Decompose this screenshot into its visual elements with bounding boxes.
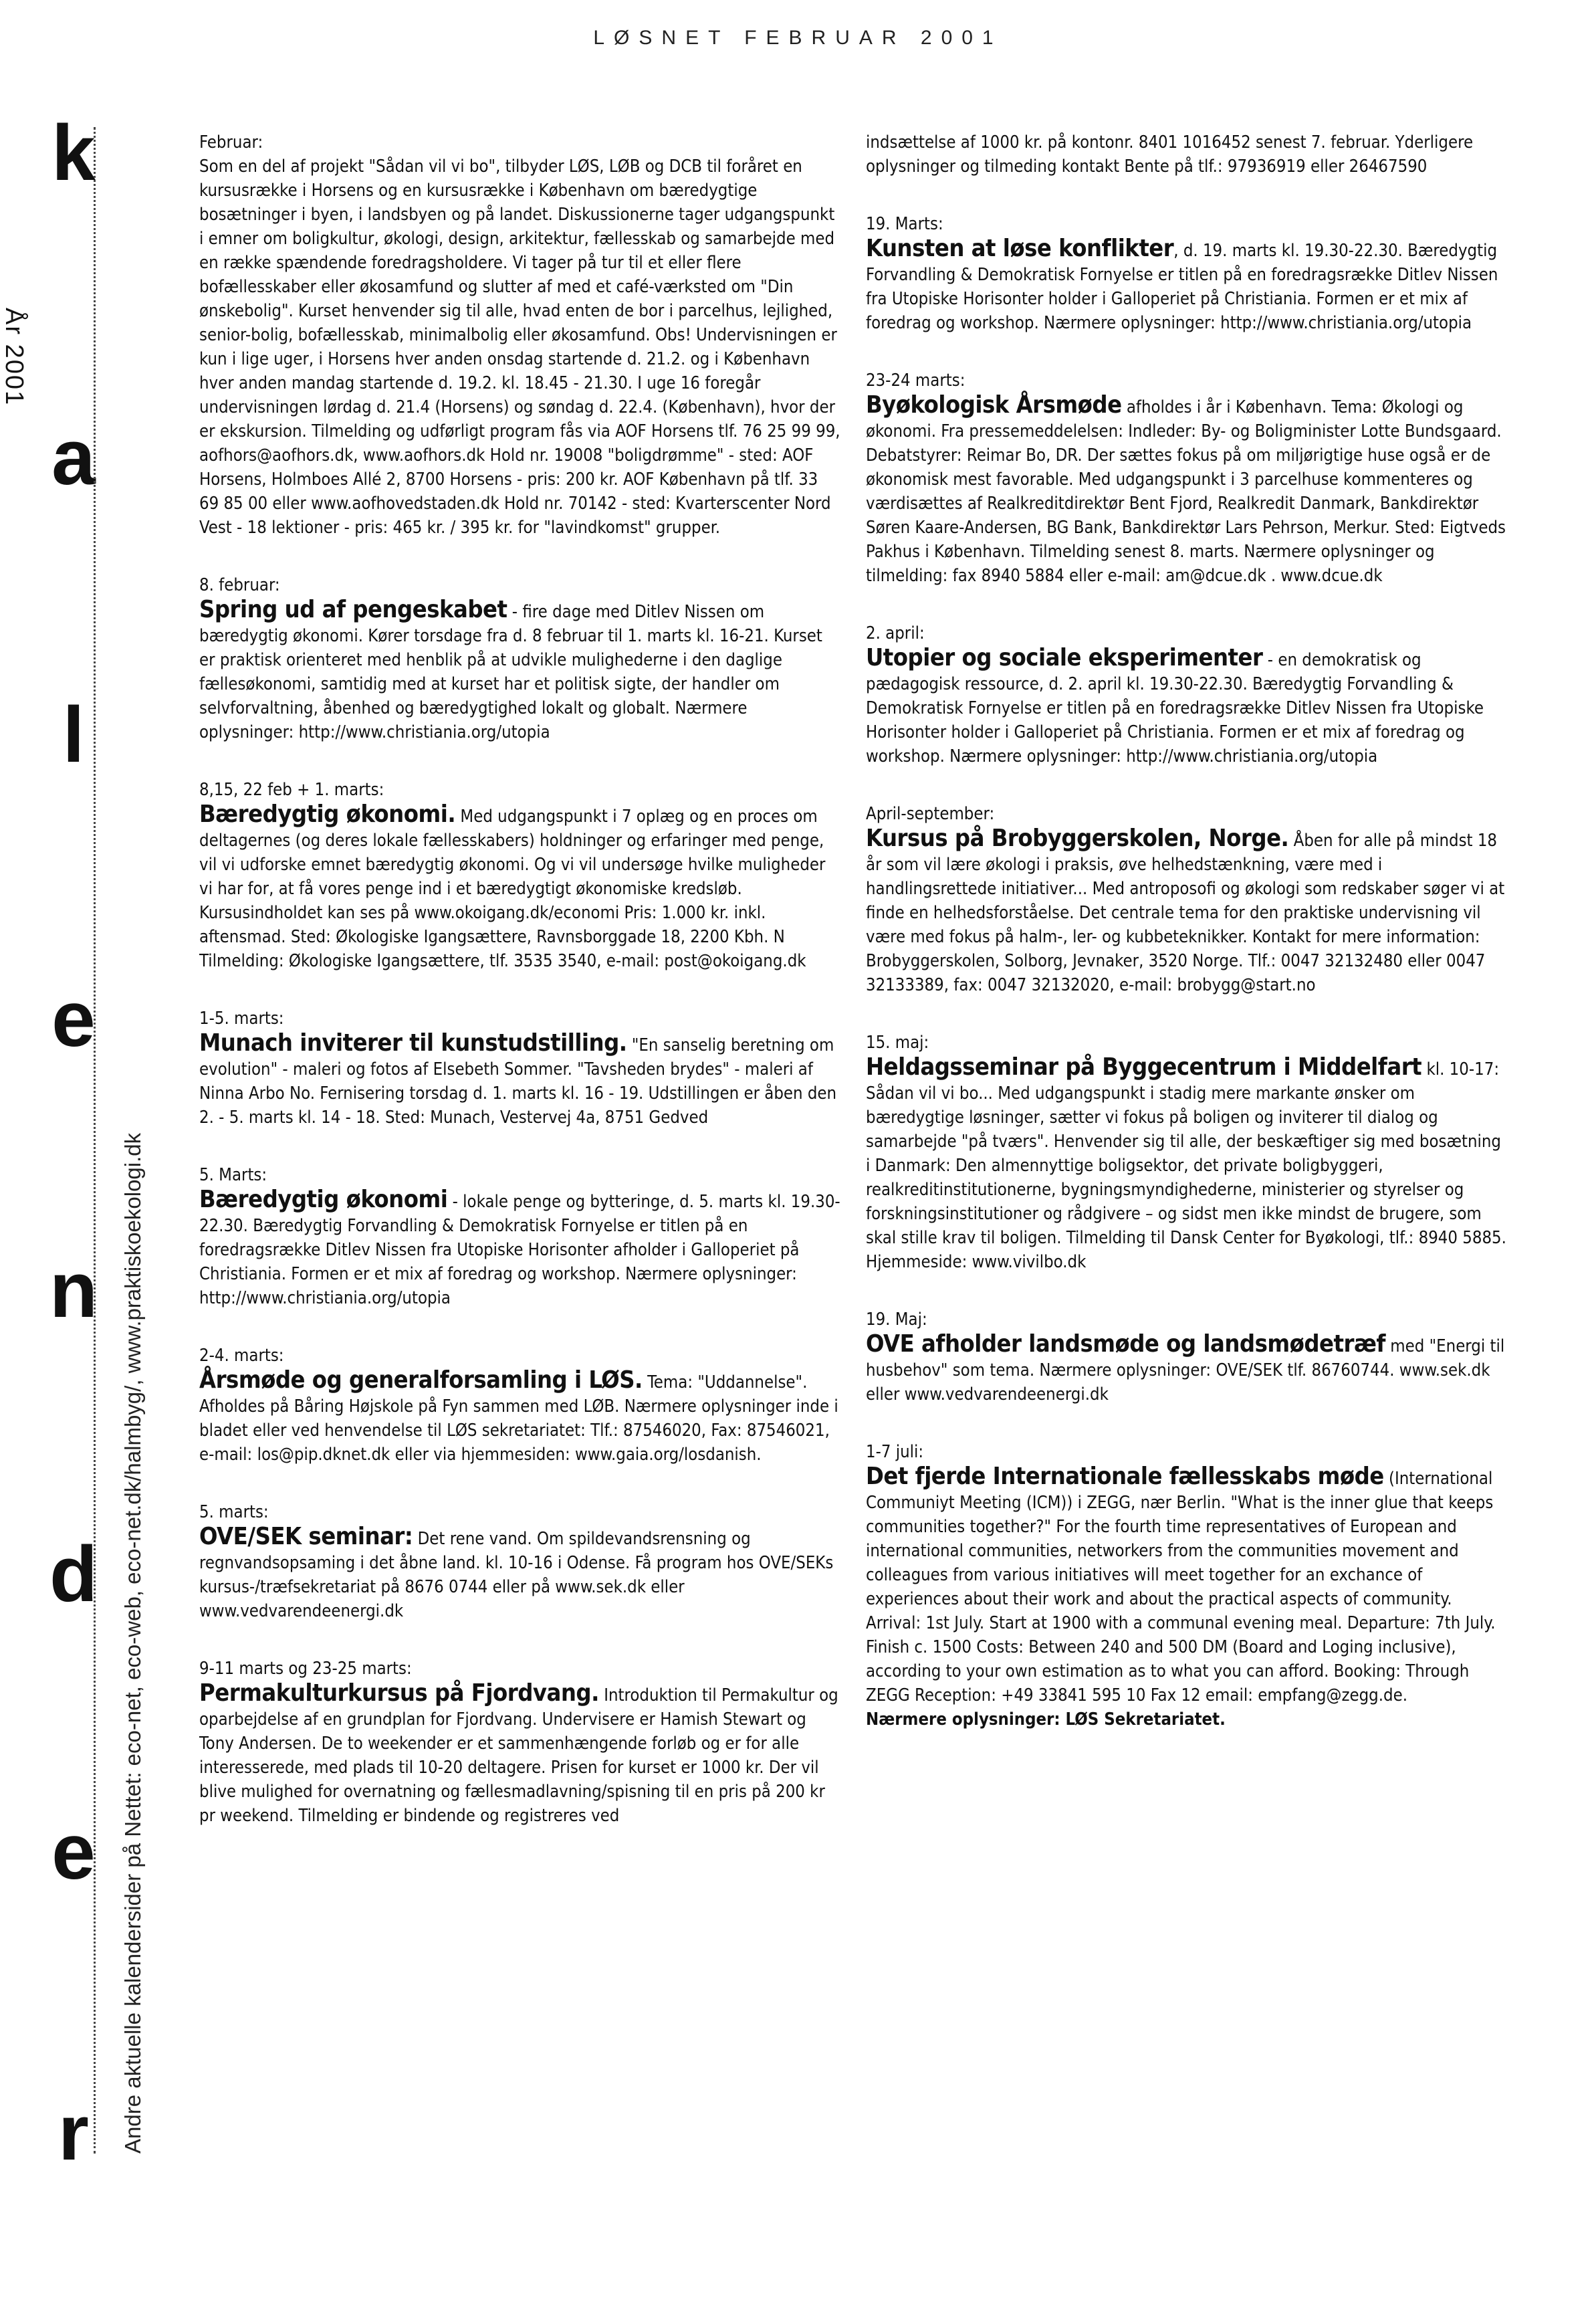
entry-text <box>866 393 1508 588</box>
entry-body: med "Energi til husbehov" som tema. Nærmere oplysninger: OVE/SEK tlf. 86760744. www.sek.dk eller www.vedvarendeenergi.dk <box>866 1336 1505 1404</box>
entry-text <box>199 597 841 744</box>
entry-body: (International Communiyt Meeting (ICM)) i ZEGG, nær Berlin. "What is the inner glue that keeps communities together?" For the fourth time representatives of European and international communities, networkers from the communities movement and colleagues from various initiatives will meet together for an exchance of experiences about their work and about the practical aspects of community. Arrival: 1st July. Start at 1900 with a communal evening meal. Departure: 7th July. Finish c. 1500 Costs: Between 240 and 500 DM (Board and Loging inclusive), according to your own estimation as to what you can afford. Booking: Through ZEGG Reception: +49 33841 595 10 Fax 12 email: empfang@zegg.de. <box>866 1469 1496 1705</box>
calendar-entry-continued <box>866 130 1508 179</box>
entry-date: 2-4. marts: <box>199 1346 284 1366</box>
entry-title: Kursus på Brobyggerskolen, Norge. <box>866 825 1289 852</box>
calendar-entry <box>866 1308 1508 1406</box>
side-letter: r <box>58 2089 89 2177</box>
entry-date: 5. marts: <box>199 1502 269 1522</box>
entry-date: 1-5. marts: <box>199 1009 284 1029</box>
entry-text <box>199 1524 841 1623</box>
entry-date: 9-11 marts og 23-25 marts: <box>199 1659 412 1679</box>
entry-date: April-september: <box>866 804 995 824</box>
calendar-entry <box>199 573 841 744</box>
entry-text <box>866 1332 1508 1406</box>
calendar-entry <box>199 1163 841 1310</box>
entry-date: 15. maj: <box>866 1033 929 1053</box>
calendar-entry <box>199 1344 841 1467</box>
entry-date: 2. april: <box>866 623 925 643</box>
entry-title: Permakulturkursus på Fjordvang. <box>199 1679 599 1707</box>
entry-title: Det fjerde Internationale fællesskabs møde <box>866 1463 1384 1490</box>
entry-body: indsættelse af 1000 kr. på kontonr. 8401 1016452 senest 7. februar. Yderligere oplysninger og tilmeding kontakt Bente på tlf.: 97936919 eller 26467590 <box>866 132 1474 177</box>
entry-body: Tema: "Uddannelse". Afholdes på Båring Højskole på Fyn sammen med LØB. Nærmere oplysninger inde i bladet eller ved henvendelse til LØS sekretariatet: Tlf.: 87546020, Fax: 87546021, e-mail: los@pip.dknet.dk eller via hjemmesiden: www.gaia.org/losdanish. <box>199 1372 838 1465</box>
calendar-entry <box>199 1657 841 1828</box>
entry-text <box>866 645 1508 768</box>
entry-text <box>866 826 1508 997</box>
right-column <box>866 130 1508 1765</box>
calendar-entry <box>199 1500 841 1623</box>
entry-body: - lokale penge og bytteringe, d. 5. marts kl. 19.30-22.30. Bæredygtig Forvandling & Demokratisk Fornyelse er titlen på en foredragsrække Ditlev Nissen fra Utopiske Horisonter afholder i Galloperiet på Christiania. Formen er et mix af foredrag og workshop. Nærmere oplysninger: http://www.christiania.org/utopia <box>199 1192 840 1308</box>
entry-body: Som en del af projekt "Sådan vil vi bo", tilbyder LØS, LØB og DCB til foråret en kursusrække i Horsens og en kursusrække i København om bæredygtige bosætninger i byen, i landsbyen og på landet. Diskussionerne tager udgangspunkt i emner om boligkultur, økologi, design, arkitektur, fællesskab og samarbejde med en række spændende foredragsholdere. Vi tager på tur til et eller flere bofællesskaber eller økosamfund og slutter af med et café-værksted om "Din ønskebolig". Kurset henvender sig til alle, hvad enten de bor i parcelhus, lejlighed, senior-bolig, bofællesskab, minimalbolig eller økosamfund. Obs! Undervisningen er kun i lige uger, i Horsens hver anden onsdag startende d. 21.2. og i København hver anden mandag startende d. 19.2. kl. 18.45 - 21.30. I uge 16 foregår undervisningen lørdag d. 21.4 (Horsens) og søndag d. 22.4. (København), hvor der er ekskursion. Tilmelding og udførligt program fås via AOF Horsens tlf. 76 25 99 99, aofhors@aofhors.dk, www.aofhors.dk Hold nr. 19008 "boligdrømme" - sted: AOF Horsens, Holmboes Allé 2, 8700 Horsens - pris: 200 kr. AOF København på tlf. 33 69 85 00 eller www.aofhovedstaden.dk Hold nr. 70142 - sted: Kvarterscenter Nord Vest - 18 lektioner - pris: 465 kr. / 395 kr. for "lavindkomst" grupper. <box>199 156 840 538</box>
entry-footer: Nærmere oplysninger: LØS Sekretariatet. <box>866 1709 1226 1730</box>
entry-text <box>866 1464 1508 1707</box>
entry-title: Heldagsseminar på Byggecentrum i Middelfart <box>866 1053 1422 1081</box>
calendar-entry <box>866 369 1508 588</box>
side-links-text: Andre aktuelle kalendersider på Nettet: eco-net, eco-web, eco-net.dk/halmbyg/, www.praktiskoekologi.dk <box>120 1132 145 2154</box>
entry-title: OVE afholder landsmøde og landsmødetræf <box>866 1330 1385 1358</box>
side-year: År 2001 <box>0 308 28 407</box>
entry-text <box>866 1055 1508 1274</box>
entry-body: - en demokratisk og pædagogisk ressource, d. 2. april kl. 19.30-22.30. Bæredygtig Forvandling & Demokratisk Fornyelse er titlen på en foredragsrække Ditlev Nissen fra Utopiske Horisonter holder i Galloperiet på Christiania. Formen er et mix af foredrag og workshop. Nærmere oplysninger: http://www.christiania.org/utopia <box>866 650 1484 766</box>
side-letter: n <box>49 1246 98 1334</box>
entry-title: Spring ud af pengeskabet <box>199 596 507 623</box>
left-column <box>199 130 841 1861</box>
entry-text <box>199 1681 841 1828</box>
entry-text <box>866 236 1508 335</box>
side-letter: a <box>51 413 96 502</box>
entry-body: "En sanselig beretning om evolution" - maleri og fotos af Elsebeth Sommer. "Tavsheden brydes" - maleri af Ninna Arbo No. Fernisering torsdag d. 1. marts kl. 16 - 19. Udstillingen er åben den 2. - 5. marts kl. 14 - 18. Sted: Munach, Vestervej 4a, 8751 Gedved <box>199 1035 837 1128</box>
entry-date: 1-7 juli: <box>866 1442 924 1462</box>
entry-title: Byøkologisk Årsmøde <box>866 391 1122 419</box>
entry-body: - fire dage med Ditlev Nissen om bæredygtig økonomi. Kører torsdage fra d. 8 februar til 1. marts kl. 16-21. Kurset er praktisk orienteret med henblik på at udvikle mulighederne i den daglige fællesøkonomi, samtidig med at kurset har et politisk sigte, der handler om selvforvaltning, åbenhed og bæredygtighed lokalt og globalt. Nærmere oplysninger: http://www.christiania.org/utopia <box>199 602 822 742</box>
entry-date: 8. februar: <box>199 575 280 595</box>
entry-date: 23-24 marts: <box>866 371 965 391</box>
entry-text <box>199 802 841 973</box>
entry-text <box>199 1187 841 1310</box>
entry-title: OVE/SEK seminar: <box>199 1523 413 1550</box>
calendar-entry <box>199 1007 841 1130</box>
entry-body: Introduktion til Permakultur og oparbejdelse af en grundplan for Fjordvang. Undervisere er Hamish Stewart og Tony Andersen. De to weekender er et sammenhængende forløb og er for alle interesserede, med plads til 10-20 deltagere. Prisen for kurset er 1000 kr. Der vil blive mulighed for overnatning og fællesmadlavning/spisning til en pris på 200 kr pr weekend. Tilmelding er bindende og registreres ved <box>199 1685 838 1826</box>
entry-text <box>199 1368 841 1467</box>
calendar-entry <box>866 1440 1508 1732</box>
entry-body: kl. 10-17: Sådan vil vi bo... Med udgangspunkt i stadig mere markante ønsker om bæredygtige løsninger, sætter vi fokus på boligen og inviterer til dialog og samarbejde "på tværs". Henvender sig til alle, der beskæftiger sig med bosætning i Danmark: Den almennyttige boligsektor, det private boligbyggeri, realkreditinstitutionerne, bygningsmyndighederne, ministerier og styrelser og forskningsinstitutioner og rådgivere – og sidst men ikke mindst de brugere, som skal stille krav til boligen. Tilmelding til Dansk Center for Byøkologi, tlf.: 8940 5885. Hjemmeside: www.vivilbo.dk <box>866 1059 1506 1272</box>
dotted-divider <box>94 127 96 2154</box>
entry-date: 19. Marts: <box>866 214 943 234</box>
entry-title: Bæredygtig økonomi <box>199 1186 448 1213</box>
side-letter: e <box>51 1808 96 1896</box>
entry-date: 8,15, 22 feb + 1. marts: <box>199 780 384 800</box>
calendar-entry <box>866 1031 1508 1274</box>
entry-date: Februar: <box>199 132 263 152</box>
page-header: LØSNET FEBRUAR 2001 <box>593 27 1003 49</box>
entry-body: Med udgangspunkt i 7 oplæg og en proces om deltagernes (og deres lokale fællesskabers) holdninger og erfaringer med penge, vil vi udforske emnet bæredygtig økonomi. Og vi vil undersøge hvilke muligheder vi har for, at få vores penge ind i et bæredygtigt økonomiske kredsløb. Kursusindholdet kan ses på www.okoigang.dk/economi Pris: 1.000 kr. inkl. aftensmad. Sted: Økologiske Igangsættere, Ravnsborggade 18, 2200 Kbh. N Tilmelding: Økologiske Igangsættere, tlf. 3535 3540, e-mail: post@okoigang.dk <box>199 807 826 971</box>
side-letter: e <box>51 975 96 1063</box>
calendar-entry <box>866 802 1508 997</box>
entry-date: 19. Maj: <box>866 1310 927 1330</box>
calendar-entry <box>866 621 1508 768</box>
entry-title: Kunsten at løse konflikter <box>866 235 1174 262</box>
entry-body: Det rene vand. Om spildevandsrensning og regnvandsopsaming i det åbne land. kl. 10-16 i Odense. Få program hos OVE/SEKs kursus-/træfsekretariat på 8676 0744 eller på www.sek.dk eller www.vedvarendeenergi.dk <box>199 1529 834 1621</box>
calendar-entry <box>199 778 841 973</box>
side-letter: k <box>51 109 96 197</box>
entry-title: Munach inviterer til kunstudstilling. <box>199 1029 627 1057</box>
side-letter: l <box>62 691 85 779</box>
entry-date: 5. Marts: <box>199 1165 267 1185</box>
entry-text <box>199 1031 841 1130</box>
entry-title: Årsmøde og generalforsamling i LØS. <box>199 1366 643 1394</box>
entry-body: , d. 19. marts kl. 19.30-22.30. Bæredygtig Forvandling & Demokratisk Fornyelse er titlen på en foredragsrække Ditlev Nissen fra Utopiske Horisonter holder i Galloperiet på Christiania. Formen er et mix af foredrag og workshop. Nærmere oplysninger: http://www.christiania.org/utopia <box>866 241 1498 333</box>
entry-title: Bæredygtig økonomi. <box>199 801 456 828</box>
entry-body: afholdes i år i København. Tema: Økologi og økonomi. Fra pressemeddelelsen: Indleder: By- og Boligminister Lotte Bundsgaard. Debatstyrer: Reimar Bo, DR. Der sættes fokus på om miljørigtige huse også er de økonomisk mest favorable. Med udgangspunkt i 3 parcelhuse kommenteres og værdisættes af Realkreditdirektør Bent Fjord, Realkredit Danmark, Bankdirektør Søren Kaare-Andersen, BG Bank, Bankdirektør Lars Pehrson, Merkur. Sted: Eigtveds Pakhus i København. Tilmelding senest 8. marts. Nærmere oplysninger og tilmelding: fax 8940 5884 eller e-mail: am@dcue.dk . www.dcue.dk <box>866 397 1506 586</box>
entry-title: Utopier og sociale eksperimenter <box>866 644 1263 671</box>
side-letter: d <box>49 1530 98 1618</box>
entry-body: Åben for alle på mindst 18 år som vil lære økologi i praksis, øve helhedstænkning, være med i handlingsrettede initiativer... Med antroposofi og økologi som redskaber søger vi at finde en helhedsforståelse. Det centrale tema for den praktiske undervisning vil være med fokus på halm-, ler- og kubbeteknikker. Kontakt for mere information: Brobyggerskolen, Solborg, Jevnaker, 3520 Norge. Tlf.: 0047 32132480 eller 0047 32133389, fax: 0047 32132020, e-mail: brobygg@start.no <box>866 831 1505 995</box>
calendar-entry <box>866 212 1508 335</box>
calendar-entry <box>199 130 841 540</box>
